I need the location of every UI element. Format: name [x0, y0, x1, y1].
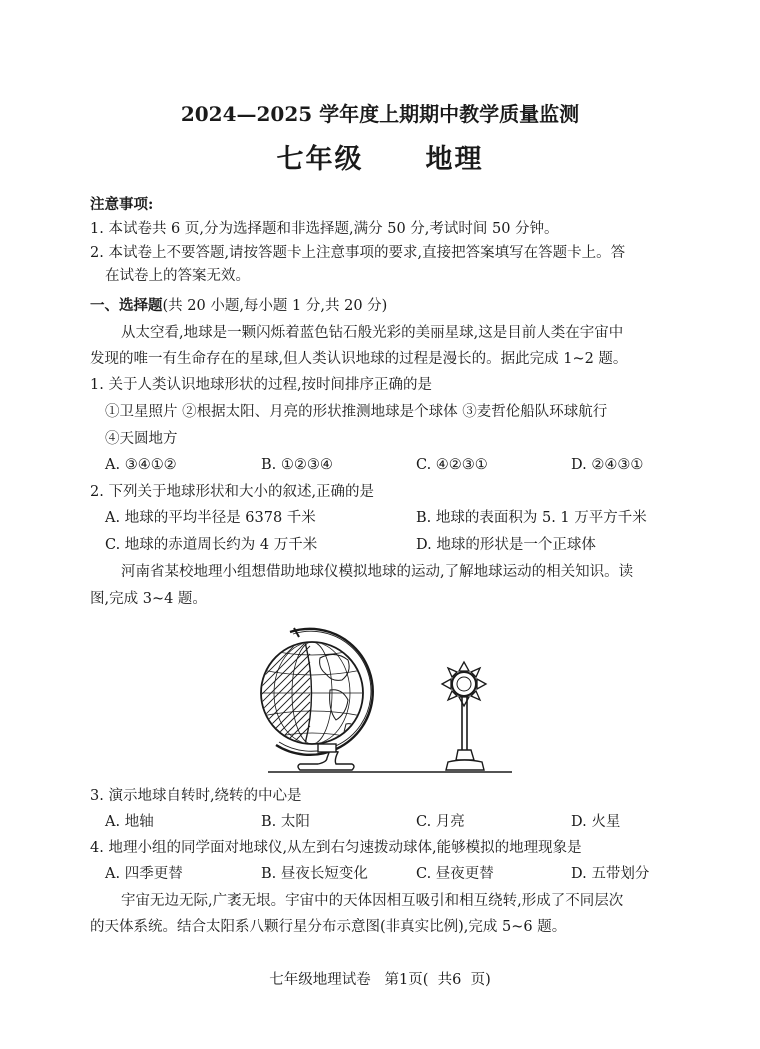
passage-2-line-2: 图,完成 3~4 题。	[90, 591, 207, 607]
question-4-option-d: D. 五带划分	[571, 866, 650, 882]
notice-item-1: 1. 本试卷共 6 页,分为选择题和非选择题,满分 50 分,考试时间 50 分钟。	[90, 221, 559, 237]
notice-item-2-cont: 在试卷上的答案无效。	[105, 268, 250, 284]
question-4-option-a: A. 四季更替	[105, 866, 183, 882]
question-1-option-d: D. ②④③①	[571, 457, 644, 473]
globe-stand	[298, 750, 354, 770]
question-2-option-b: B. 地球的表面积为 5. 1 万平方千米	[416, 510, 647, 526]
passage-2-line-1: 河南省某校地理小组想借助地球仪模拟地球的运动,了解地球运动的相关知识。读	[121, 564, 634, 580]
globe-icon	[250, 610, 373, 770]
question-3-option-a: A. 地轴	[105, 814, 154, 830]
question-4-option-b: B. 昼夜长短变化	[261, 866, 368, 882]
passage-1-line-1: 从太空看,地球是一颗闪烁着蓝色钻石般光彩的美丽星球,这是目前人类在宇宙中	[121, 325, 624, 341]
question-1-items-2: ④天圆地方	[105, 431, 178, 447]
section-heading-note: (共 20 小题,每小题 1 分,共 20 分)	[162, 298, 388, 314]
question-2-option-c: C. 地球的赤道周长约为 4 万千米	[105, 537, 318, 553]
passage-3-line-1: 宇宙无边无际,广袤无垠。宇宙中的天体因相互吸引和相互绕转,形成了不同层次	[121, 893, 624, 909]
question-3-option-b: B. 太阳	[261, 814, 310, 830]
passage-3-line-2: 的天体系统。结合太阳系八颗行星分布示意图(非真实比例),完成 5~6 题。	[90, 919, 567, 935]
page-footer: 七年级地理试卷 第1页( 共6 页)	[269, 972, 491, 988]
notice-heading: 注意事项:	[90, 196, 154, 213]
notice-item-2: 2. 本试卷上不要答题,请按答题卡上注意事项的要求,直接把答案填写在答题卡上。答	[90, 245, 626, 261]
sun-model-icon	[442, 662, 486, 770]
subject-label: 地理	[425, 144, 484, 175]
question-1-option-b: B. ①②③④	[261, 457, 333, 473]
question-1-stem: 1. 关于人类认识地球形状的过程,按时间排序正确的是	[90, 377, 433, 393]
question-1-option-c: C. ④②③①	[416, 457, 488, 473]
question-4-option-c: C. 昼夜更替	[416, 866, 494, 882]
question-3-option-d: D. 火星	[571, 814, 621, 830]
question-1-option-a: A. ③④①②	[105, 457, 177, 473]
question-2-stem: 2. 下列关于地球形状和大小的叙述,正确的是	[90, 484, 375, 500]
question-2-option-d: D. 地球的形状是一个正球体	[416, 537, 596, 553]
question-1-items-1: ①卫星照片 ②根据太阳、月亮的形状推测地球是个球体 ③麦哲伦船队环球航行	[105, 404, 608, 420]
question-2-option-a: A. 地球的平均半径是 6378 千米	[105, 510, 316, 526]
section-heading	[90, 296, 387, 316]
passage-1-line-2: 发现的唯一有生命存在的星球,但人类认识地球的过程是漫长的。据此完成 1~2 题。	[90, 351, 628, 367]
grade-subject-title	[0, 137, 760, 176]
globe-meridian-ring	[276, 629, 373, 755]
section-heading-label: 一、选择题	[90, 297, 163, 314]
grade-label: 七年级	[276, 144, 364, 175]
question-3-stem: 3. 演示地球自转时,绕转的中心是	[90, 788, 302, 804]
globe-night-side	[250, 610, 363, 744]
exam-title: 2024—2025 学年度上期期中教学质量监测	[180, 102, 580, 126]
question-3-option-c: C. 月亮	[416, 814, 465, 830]
question-4-stem: 4. 地理小组的同学面对地球仪,从左到右匀速拨动球体,能够模拟的地理现象是	[90, 840, 582, 856]
globe-sphere	[261, 642, 363, 744]
